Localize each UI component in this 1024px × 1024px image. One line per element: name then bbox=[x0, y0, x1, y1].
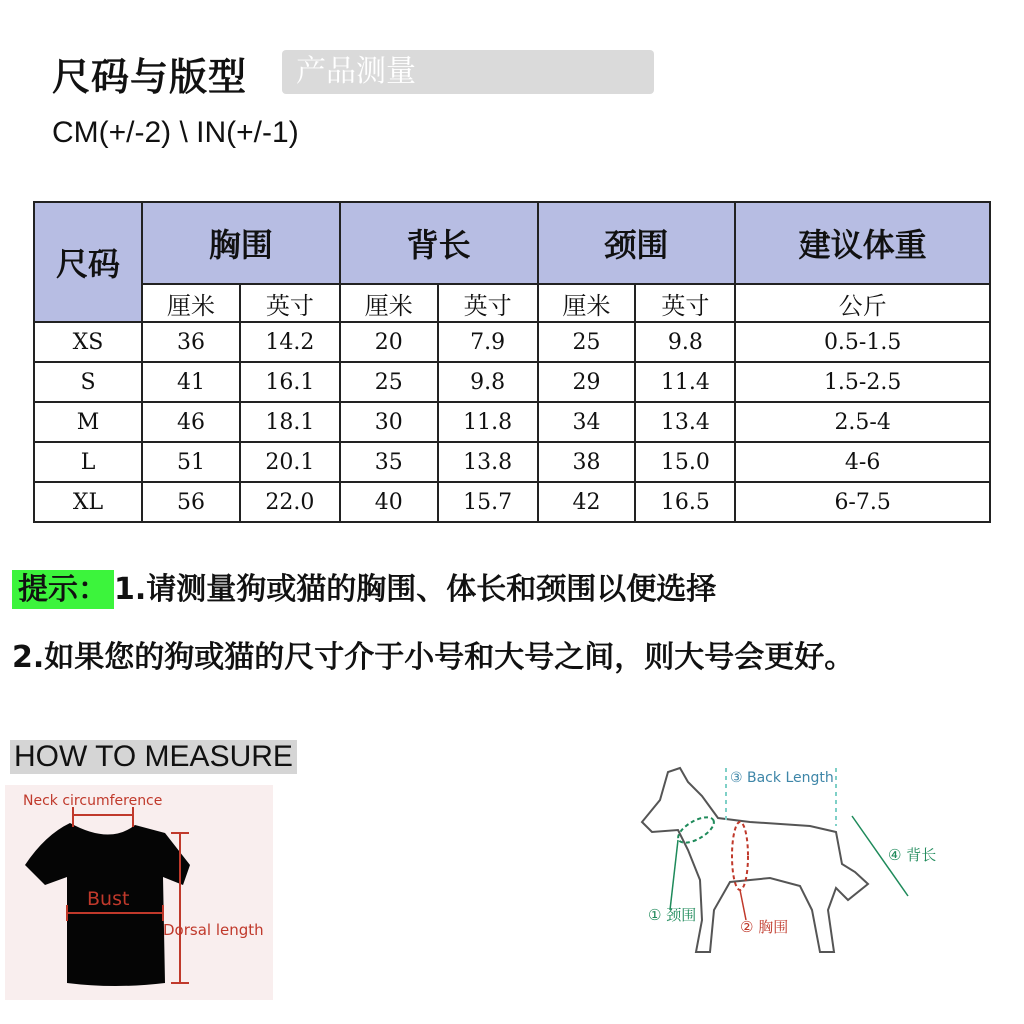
dog-diagram bbox=[630, 760, 960, 960]
value-cell: 0.5-1.5 bbox=[735, 322, 990, 362]
size-cell: XS bbox=[34, 322, 142, 362]
size-cell: XL bbox=[34, 482, 142, 522]
value-cell: 9.8 bbox=[635, 322, 735, 362]
neck-header: 颈围 bbox=[538, 202, 736, 284]
unit-inch: 英寸 bbox=[240, 284, 340, 322]
value-cell: 20.1 bbox=[240, 442, 340, 482]
unit-kg: 公斤 bbox=[735, 284, 990, 322]
value-cell: 4-6 bbox=[735, 442, 990, 482]
size-cell: S bbox=[34, 362, 142, 402]
value-cell: 38 bbox=[538, 442, 636, 482]
value-cell: 25 bbox=[340, 362, 438, 402]
value-cell: 15.0 bbox=[635, 442, 735, 482]
table-row bbox=[34, 402, 990, 442]
chest-cn-label: ② 胸围 bbox=[740, 918, 789, 936]
value-cell: 35 bbox=[340, 442, 438, 482]
unit-cm: 厘米 bbox=[538, 284, 636, 322]
value-cell: 18.1 bbox=[240, 402, 340, 442]
dorsal-label: Dorsal length bbox=[163, 921, 264, 939]
back-length-label: ③ Back Length bbox=[730, 770, 834, 786]
tip-line-2: 2.如果您的狗或猫的尺寸介于小号和大号之间，则大号会更好。 bbox=[12, 640, 855, 675]
size-header: 尺码 bbox=[34, 202, 142, 322]
chest-header: 胸围 bbox=[142, 202, 340, 284]
neck-ring bbox=[674, 812, 718, 848]
unit-inch: 英寸 bbox=[438, 284, 538, 322]
neck-cn-label: ① 颈围 bbox=[648, 906, 697, 924]
units-note: CM(+/-2) \ IN(+/-1) bbox=[52, 116, 299, 149]
value-cell: 46 bbox=[142, 402, 240, 442]
unit-cm: 厘米 bbox=[142, 284, 240, 322]
table-row bbox=[34, 362, 990, 402]
unit-inch: 英寸 bbox=[635, 284, 735, 322]
value-cell: 11.4 bbox=[635, 362, 735, 402]
value-cell: 42 bbox=[538, 482, 636, 522]
shirt-illustration bbox=[5, 785, 273, 1000]
back-cn-label: ④ 背长 bbox=[888, 846, 937, 864]
value-cell: 13.8 bbox=[438, 442, 538, 482]
value-cell: 1.5-2.5 bbox=[735, 362, 990, 402]
tip-line-1 bbox=[12, 564, 716, 608]
dog-illustration bbox=[630, 760, 960, 960]
chest-pointer bbox=[740, 890, 746, 920]
table-body bbox=[34, 322, 990, 522]
value-cell: 9.8 bbox=[438, 362, 538, 402]
value-cell: 51 bbox=[142, 442, 240, 482]
value-cell: 16.5 bbox=[635, 482, 735, 522]
value-cell: 30 bbox=[340, 402, 438, 442]
table-row bbox=[34, 442, 990, 482]
size-table bbox=[33, 201, 991, 523]
value-cell: 15.7 bbox=[438, 482, 538, 522]
size-cell: M bbox=[34, 402, 142, 442]
value-cell: 36 bbox=[142, 322, 240, 362]
table-row bbox=[34, 322, 990, 362]
unit-cm: 厘米 bbox=[340, 284, 438, 322]
value-cell: 22.0 bbox=[240, 482, 340, 522]
neck-pointer bbox=[670, 840, 678, 910]
value-cell: 25 bbox=[538, 322, 636, 362]
how-to-measure-heading: HOW TO MEASURE bbox=[10, 740, 297, 774]
back-length-header: 背长 bbox=[340, 202, 538, 284]
value-cell: 34 bbox=[538, 402, 636, 442]
value-cell: 7.9 bbox=[438, 322, 538, 362]
value-cell: 16.1 bbox=[240, 362, 340, 402]
tip-text-1: 1.请测量狗或猫的胸围、体长和颈围以便选择 bbox=[114, 572, 717, 607]
value-cell: 20 bbox=[340, 322, 438, 362]
value-cell: 14.2 bbox=[240, 322, 340, 362]
tip-label: 提示： bbox=[12, 570, 114, 609]
shirt-diagram bbox=[5, 785, 273, 1000]
value-cell: 40 bbox=[340, 482, 438, 522]
value-cell: 41 bbox=[142, 362, 240, 402]
value-cell: 56 bbox=[142, 482, 240, 522]
chest-ring bbox=[732, 822, 748, 890]
weight-header: 建议体重 bbox=[735, 202, 990, 284]
value-cell: 11.8 bbox=[438, 402, 538, 442]
size-cell: L bbox=[34, 442, 142, 482]
value-cell: 2.5-4 bbox=[735, 402, 990, 442]
table-row bbox=[34, 482, 990, 522]
bust-label: Bust bbox=[87, 888, 130, 910]
neck-label: Neck circumference bbox=[23, 793, 163, 809]
subtitle-badge: 产品测量 bbox=[282, 50, 654, 94]
page-title: 尺码与版型 bbox=[52, 55, 248, 99]
value-cell: 6-7.5 bbox=[735, 482, 990, 522]
value-cell: 29 bbox=[538, 362, 636, 402]
value-cell: 13.4 bbox=[635, 402, 735, 442]
